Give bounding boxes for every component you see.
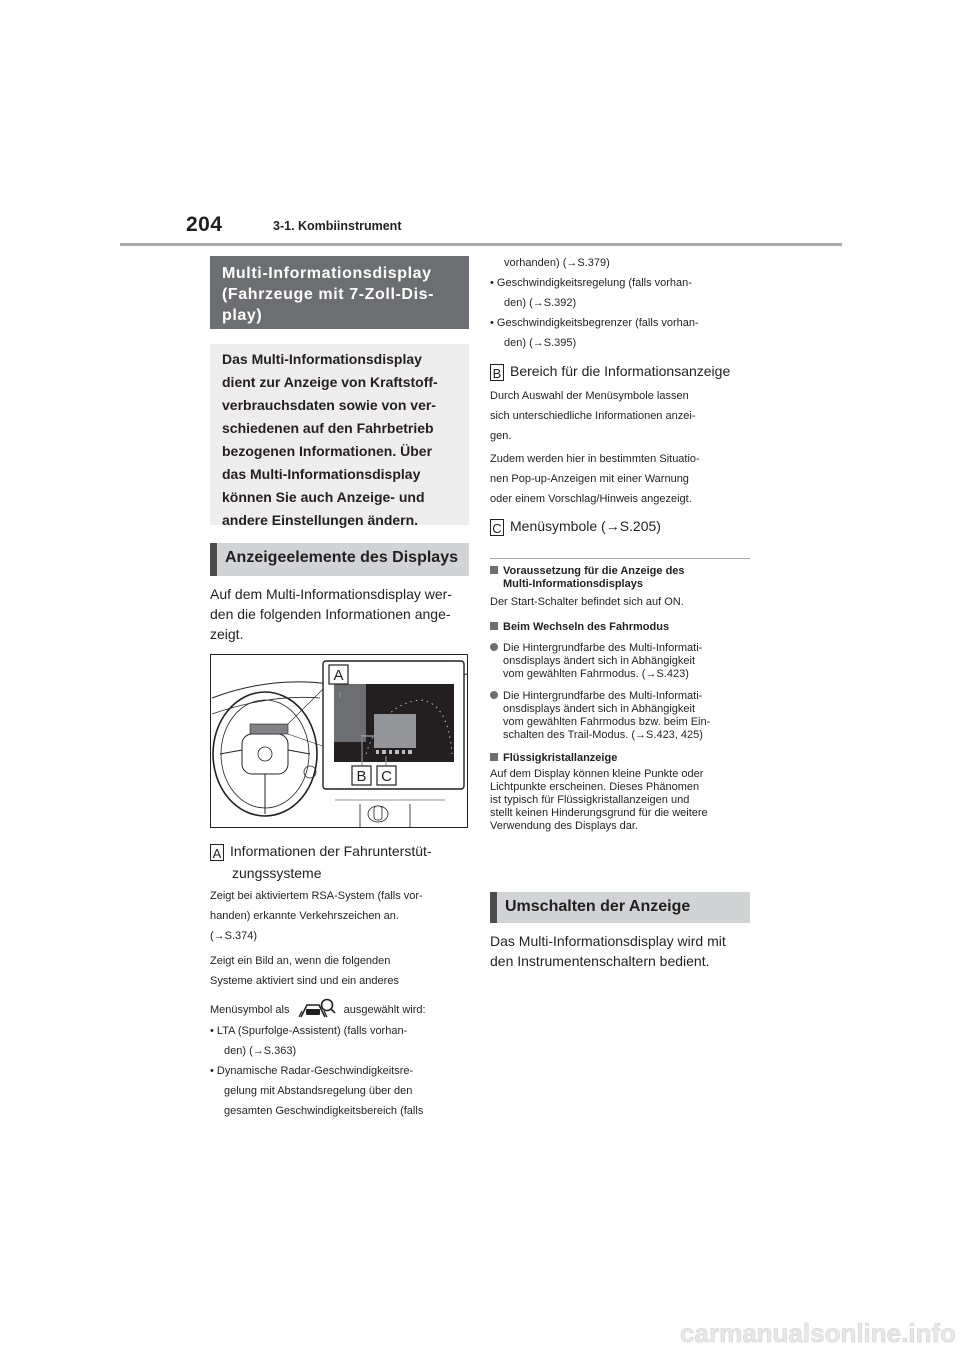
item-a-line: Zeigt ein Bild an, wenn die folgenden — [210, 955, 391, 967]
note-heading-line: Beim Wechseln des Fahrmodus — [503, 621, 670, 633]
dot-item: Die Hintergrundfarbe des Multi-Informati- onsdisplays ändert sich in Abhängigkeit vom gewählten Fahrmodus. (→S.423) — [490, 642, 752, 681]
intro-line: Das Multi-Informationsdisplay — [222, 351, 422, 367]
item-a-heading — [210, 840, 472, 884]
notes-divider — [490, 558, 750, 559]
bullet-line: • Dynamische Radar-Geschwindigkeitsre- — [210, 1065, 414, 1077]
item-b-text — [490, 386, 752, 509]
right-continuation — [490, 253, 752, 353]
item-b-line: Zudem werden hier in bestimmten Situatio- — [490, 453, 700, 465]
item-a-line: Zeigt bei aktiviertem RSA-System (falls vor- — [210, 890, 423, 902]
paragraph-line: den die folgenden Informationen ange- — [210, 606, 451, 622]
figure-label-a: A — [333, 667, 344, 684]
bullet-item — [210, 1021, 472, 1061]
intro-line: bezogenen Informationen. Über — [222, 443, 433, 459]
item-c-heading — [490, 516, 752, 536]
main-title-line: (Fahrzeuge mit 7-Zoll-Dis- — [222, 286, 435, 303]
intro-line: schiedenen auf den Fahrbetrieb — [222, 420, 434, 436]
item-a-title: Informationen der Fahrunterstüt- — [230, 843, 432, 859]
item-a-text — [210, 886, 472, 1121]
note-heading-line: Multi-Informationsdisplays — [503, 578, 643, 590]
instrument-cluster-illustration — [210, 654, 468, 828]
figure-label-b: B — [356, 768, 367, 785]
bullet-line: • Geschwindigkeitsregelung (falls vorhan- — [490, 277, 692, 289]
item-c-title: Menüsymbole (→S.205) — [510, 518, 661, 534]
main-title — [210, 256, 469, 329]
bullet-item — [490, 273, 752, 313]
note-heading — [490, 752, 752, 765]
note-heading — [490, 565, 752, 591]
menu-symbol-after: ausgewählt wird: — [343, 1004, 426, 1016]
item-a-title: zungssysteme — [232, 865, 322, 881]
intro-line: verbrauchsdaten sowie von ver- — [222, 397, 436, 413]
intro-box — [210, 344, 469, 528]
square-bullet-icon — [490, 753, 498, 761]
item-b-title: Bereich für die Informationsanzeige — [510, 363, 731, 379]
tag-a: A — [210, 844, 224, 861]
bullet-line: den) (→S.395) — [504, 337, 577, 349]
bullet-line: den) (→S.363) — [224, 1045, 297, 1057]
note-heading-line: Voraussetzung für die Anzeige des — [503, 565, 685, 577]
note-heading-line: Flüssigkristallanzeige — [503, 752, 618, 764]
item-a-line: Systeme aktiviert sind und ein anderes — [210, 975, 399, 987]
watermark-logo — [660, 1300, 960, 1358]
note-text: Der Start-Schalter befindet sich auf ON. — [490, 596, 684, 608]
square-bullet-icon — [490, 566, 498, 574]
item-b-heading — [490, 361, 752, 381]
square-bullet-icon — [490, 622, 498, 630]
paragraph-line: den Instrumentenschaltern bedient. — [490, 953, 710, 969]
round-bullet-icon — [490, 691, 498, 699]
intro-line: können Sie auch Anzeige- und — [222, 489, 425, 505]
notes — [490, 565, 752, 833]
bullet-item — [210, 1061, 472, 1121]
display-elements-paragraph — [210, 584, 472, 644]
intro-line: das Multi-Informationsdisplay — [222, 466, 421, 482]
item-b-line: nen Pop-up-Anzeigen mit einer Warnung — [490, 473, 689, 485]
bullet-line: gesamten Geschwindigkeitsbereich (falls — [224, 1105, 424, 1117]
watermark-text: carmanualsonline.info — [680, 1318, 956, 1348]
note-heading — [490, 621, 752, 634]
figure-label-c: C — [381, 768, 392, 785]
round-bullet-icon — [490, 643, 498, 651]
item-a-line: handen) erkannte Verkehrszeichen an. — [210, 910, 399, 922]
tag-b: B — [490, 364, 504, 381]
driver-assist-icon — [297, 997, 337, 1019]
main-title-line: Multi-Informationsdisplay — [222, 265, 432, 282]
intro-line: dient zur Anzeige von Kraftstoff- — [222, 374, 438, 390]
paragraph-line: Auf dem Multi-Informationsdisplay wer- — [210, 586, 452, 602]
item-b-line: oder einem Vorschlag/Hinweis angezeigt. — [490, 493, 692, 505]
section-heading-display-elements: Anzeigeelemente des Displays — [210, 543, 469, 576]
item-b-line: sich unterschiedliche Informationen anzei- — [490, 410, 696, 422]
bullet-line: vorhanden) (→S.379) — [504, 257, 610, 269]
dot-item: Die Hintergrundfarbe des Multi-Informati- onsdisplays ändert sich in Abhängigkeit vom gewählten Fahrmodus bzw. beim Ein- schalten des Trail-Modus. (→S.423, 425) — [490, 690, 752, 742]
main-title-line: play) — [222, 307, 263, 324]
intro-line: andere Einstellungen ändern. — [222, 512, 419, 528]
chapter-title: 3-1. Kombiinstrument — [273, 219, 402, 233]
paragraph-line: zeigt. — [210, 626, 244, 642]
page-number: 204 — [186, 213, 223, 236]
bullet-line: • LTA (Spurfolge-Assistent) (falls vorhan- — [210, 1025, 408, 1037]
item-a-line: (→S.374) — [210, 930, 258, 942]
header-rule — [120, 243, 842, 246]
bullet-line: den) (→S.392) — [504, 297, 577, 309]
tag-c: C — [490, 519, 504, 536]
menu-symbol-before: Menüsymbol als — [210, 1004, 290, 1016]
section-heading-switch-display: Umschalten der Anzeige — [490, 892, 750, 923]
switch-display-paragraph — [490, 931, 752, 971]
bullet-line: gelung mit Abstandsregelung über den — [224, 1085, 413, 1097]
paragraph-line: Das Multi-Informationsdisplay wird mit — [490, 933, 726, 949]
bullet-item — [490, 313, 752, 353]
item-b-line: Durch Auswahl der Menüsymbole lassen — [490, 390, 689, 402]
bullet-line: • Geschwindigkeitsbegrenzer (falls vorhan- — [490, 317, 699, 329]
lcd-text: Auf dem Display können kleine Punkte oder Lichtpunkte erscheinen. Dieses Phänomen ist typisch für Flüssigkristallanzeigen und stellt keinen Hinderungsgrund für die weitere Verwendung des Displays dar. — [490, 768, 708, 832]
item-b-line: gen. — [490, 430, 512, 442]
